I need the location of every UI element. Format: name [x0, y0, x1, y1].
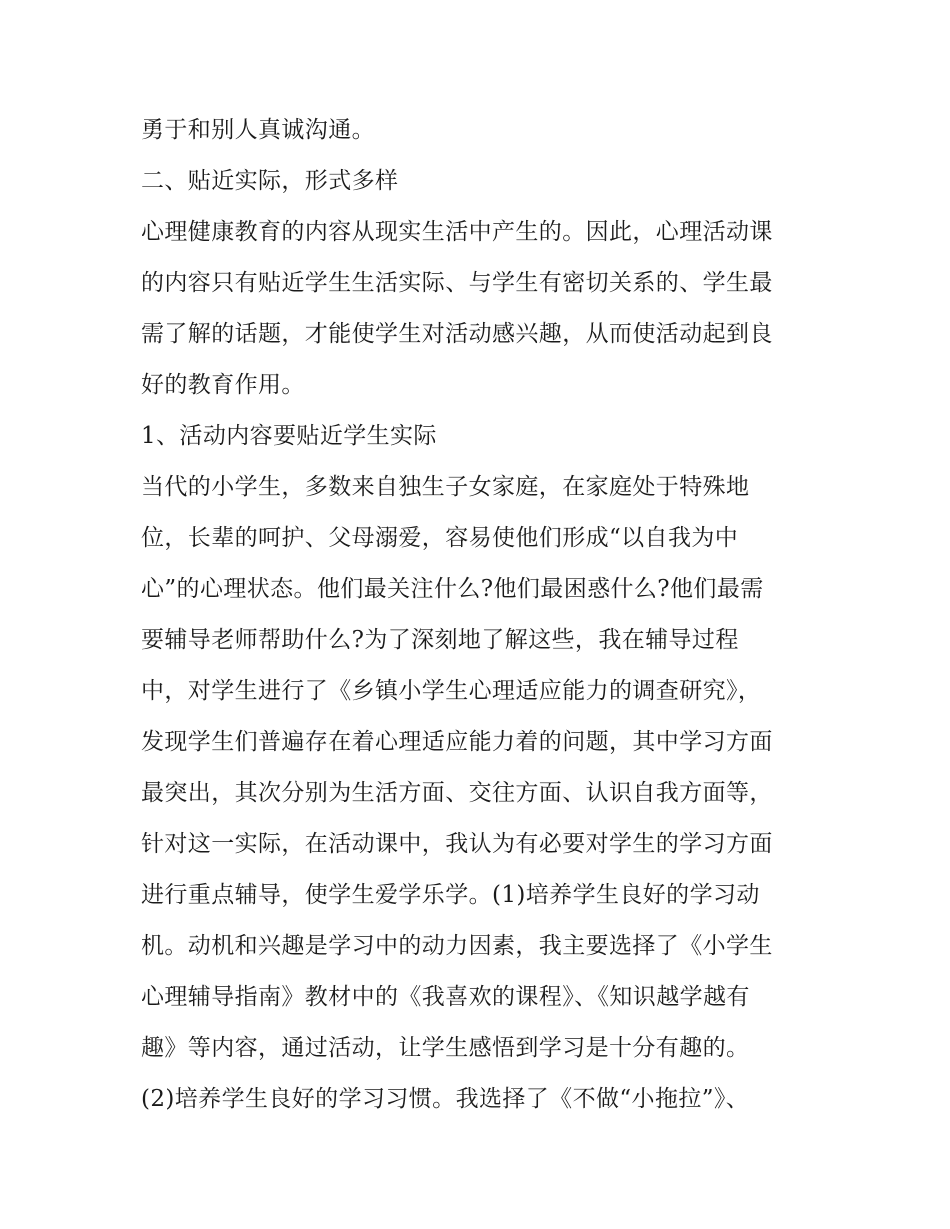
- text-line: 好的教育作用。: [141, 372, 305, 398]
- text-line: 心理辅导指南》教材中的《我喜欢的课程》、《知识越学越有: [141, 984, 750, 1010]
- text-line: 位，长辈的呵护、父母溺爱，容易使他们形成“以自我为中: [141, 525, 739, 551]
- text-line: 中，对学生进行了《乡镇小学生心理适应能力的调查研究》，: [141, 678, 762, 704]
- text-line: (2)培养学生良好的学习习惯。我选择了《不做“小拖拉”》、: [141, 1086, 750, 1112]
- text-line: 发现学生们普遍存在着心理适应能力着的问题，其中学习方面: [141, 729, 773, 755]
- subsection-heading: 1、活动内容要贴近学生实际: [141, 423, 437, 449]
- text-line: 趣》等内容，通过活动，让学生感悟到学习是十分有趣的。: [141, 1035, 750, 1061]
- text-line: 心理健康教育的内容从现实生活中产生的。因此，心理活动课: [141, 219, 773, 245]
- text-line: 当代的小学生，多数来自独生子女家庭，在家庭处于特殊地: [141, 474, 750, 500]
- text-line: 机。动机和兴趣是学习中的动力因素，我主要选择了《小学生: [141, 933, 773, 959]
- section-heading: 二、贴近实际，形式多样: [141, 168, 399, 194]
- text-line: 需了解的话题，才能使学生对活动感兴趣，从而使活动起到良: [141, 321, 773, 347]
- text-line: 最突出，其次分别为生活方面、交往方面、认识自我方面等，: [141, 780, 773, 806]
- text-line: 进行重点辅导，使学生爱学乐学。(1)培养学生良好的学习动: [141, 882, 760, 908]
- text-line: 要辅导老师帮助什么?为了深刻地了解这些，我在辅导过程: [141, 627, 739, 653]
- text-line: 针对这一实际，在活动课中，我认为有必要对学生的学习方面: [141, 831, 773, 857]
- text-line: 勇于和别人真诚沟通。: [141, 117, 375, 143]
- text-line: 心”的心理状态。他们最关注什么?他们最困惑什么?他们最需: [141, 576, 764, 602]
- text-line: 的内容只有贴近学生生活实际、与学生有密切关系的、学生最: [141, 270, 773, 296]
